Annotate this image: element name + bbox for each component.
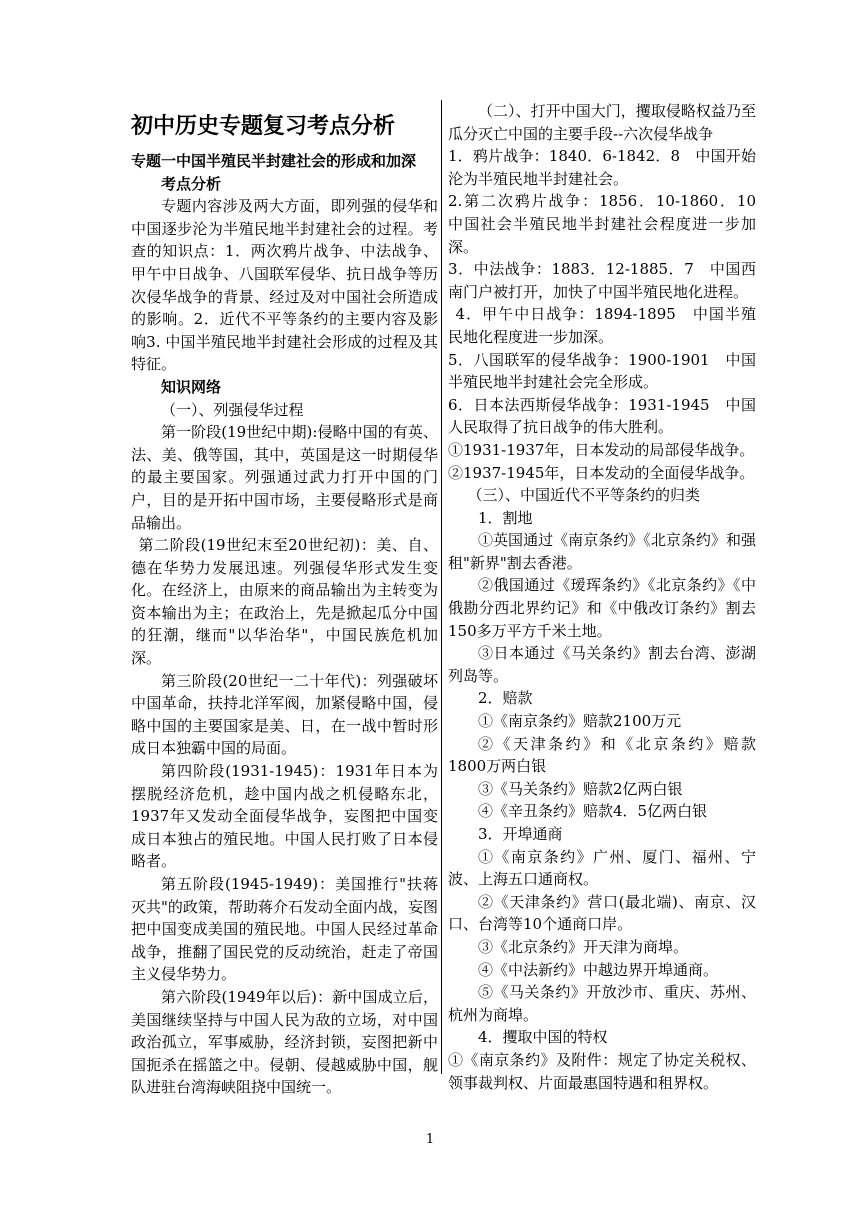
- analysis-heading: 考点分析: [161, 174, 222, 193]
- land-item: ③日本通过《马关条约》割去台湾、澎湖列岛等。: [448, 644, 756, 685]
- war-item: 6．日本法西斯侵华战争：1931-1945 中国人民取得了抗日战争的伟大胜利。: [448, 395, 756, 437]
- war-item: ②1937-1945年，日本发动的全面侵华战争。: [448, 463, 755, 482]
- land-heading: 1．割地: [478, 508, 533, 527]
- stage-paragraph: 第六阶段(1949年以后)：新中国成立后，美国继续坚持与中国人民为敌的立场，对中国政治孤立，军事威胁，经济封锁，妄图把新中国扼杀在摇篮之中。侵朝、侵越威胁中国，舰队进驻台湾海峡阻挠中国统一。: [131, 987, 438, 1097]
- indemnity-item: ④《辛丑条约》赔款4．5亿两白银: [478, 802, 708, 821]
- topic-title: 专题一中国半殖民半封建社会的形成和加深: [131, 152, 417, 170]
- indemnity-item: ②《天津条约》和《北京条约》赔款1800万两白银: [448, 734, 756, 776]
- privileges-heading: 4．攫取中国的特权: [478, 1028, 608, 1047]
- war-item: 5．八国联军的侵华战争：1900-1901 中国半殖民地半封建社会完全形成。: [448, 350, 756, 392]
- ports-item: ④《中法新约》中越边界开埠通商。: [478, 960, 719, 979]
- stage-paragraph: 第二阶段(19世纪末至20世纪初)：美、自、德在华势力发展迅速。列强侵华形式发生变化。在经济上，由原来的商品输出为主转变为资本输出为主；在政治上，先是掀起瓜分中国的狂潮，继而"以华治华"，中国民族危机加深。: [131, 536, 438, 668]
- network-heading: 知识网络: [161, 377, 222, 396]
- ports-item: ①《南京条约》广州、厦门、福州、宁波、上海五口通商权。: [448, 847, 756, 889]
- indemnity-item: ①《南京条约》赔款2100万元: [478, 712, 682, 731]
- stage-paragraph: 第三阶段(20世纪一二十年代)：列强破坏中国革命，扶持北洋军阀，加紧侵略中国，侵略中国的主要国家是美、日，在一战中暂时形成日本独霸中国的局面。: [131, 671, 438, 758]
- section2-heading: （二）、打开中国大门，攫取侵略权益乃至瓜分灭亡中国的主要手段--六次侵华战争: [448, 102, 756, 143]
- privileges-item: ①《南京条约》及附件：规定了协定关税权、领事裁判权、片面最惠国特遇和租界权。: [448, 1050, 756, 1092]
- ports-item: ②《天津条约》营口(最北端)、南京、汉口、台湾等10个通商口岸。: [448, 892, 756, 934]
- land-item: ①英国通过《南京条约》《北京条约》和强租"新界"割去香港。: [448, 531, 756, 572]
- ports-heading: 3．开埠通商: [478, 825, 563, 843]
- stage-paragraph: 第一阶段(19世纪中期):侵略中国的有英、法、美、俄等国，其中，英国是这一时期侵华的最主要国家。列强通过武力打开中国的门户，目的是开拓中国市场，主要侵略形式是商品输出。: [131, 423, 438, 532]
- section3-heading: （三）、中国近代不平等条约的归类: [467, 486, 701, 505]
- analysis-text: 专题内容涉及两大方面，即列强的侵华和中国逐步沦为半殖民地半封建社会的过程。考查的知识点：1．两次鸦片战争、中法战争、甲午中日战争、八国联军侵华、抗日战争等历次侵华战争的背景、经过及对中国社会所造成的影响。2．近代不平等条约的主要内容及影响3. 中国半殖民地半封建社会形成的过程及其特征。: [131, 197, 438, 374]
- section1-heading: （一）、列强侵华过程: [161, 400, 304, 419]
- land-item: ②俄国通过《瑷珲条约》《北京条约》《中俄勘分西北界约记》和《中俄改订条约》割去150多万平方千米土地。: [448, 576, 756, 640]
- left-column: [131, 100, 438, 1099]
- ports-item: ⑤《马关条约》开放沙市、重庆、苏州、杭州为商埠。: [448, 983, 756, 1024]
- page-number: 1: [425, 1132, 435, 1147]
- right-column: [448, 100, 772, 1094]
- indemnity-item: ③《马关条约》赔款2亿两白银: [478, 779, 683, 798]
- column-divider: [441, 100, 442, 1074]
- ports-item: ③《北京条约》开天津为商埠。: [478, 937, 689, 956]
- war-item: 1．鸦片战争：1840．6-1842．8 中国开始沦为半殖民地半封建社会。: [448, 147, 756, 188]
- page-title: 初中历史专题复习考点分析: [131, 114, 396, 139]
- war-item: 3．中法战争：1883．12-1885．7 中国西南门户被打开，加快了中国半殖民地化进程。: [448, 260, 756, 301]
- war-item: 2.第二次鸦片战争：1856．10-1860．10 中国社会半殖民地半封建社会程度进一步加深。: [448, 192, 772, 256]
- stage-paragraph: 第五阶段(1945-1949)：美国推行"扶蒋灭共"的政策，帮助蒋介石发动全面内战，妄图把中国变成美国的殖民地。中国人民经过革命战争，推翻了国民党的反动统治，赶走了帝国主义侵华势力。: [131, 875, 438, 984]
- indemnity-heading: 2．赔款: [478, 689, 533, 708]
- war-item: ①1931-1937年，日本发动的局部侵华战争。: [448, 440, 755, 459]
- war-item: 4．甲午中日战争：1894-1895 中国半殖民地化程度进一步加深。: [448, 305, 756, 346]
- stage-paragraph: 第四阶段(1931-1945)：1931年日本为摆脱经济危机，趁中国内战之机侵略东北，1937年又发动全面侵华战争，妄图把中国变成日本独占的殖民地。中国人民打败了日本侵略者。: [131, 762, 438, 871]
